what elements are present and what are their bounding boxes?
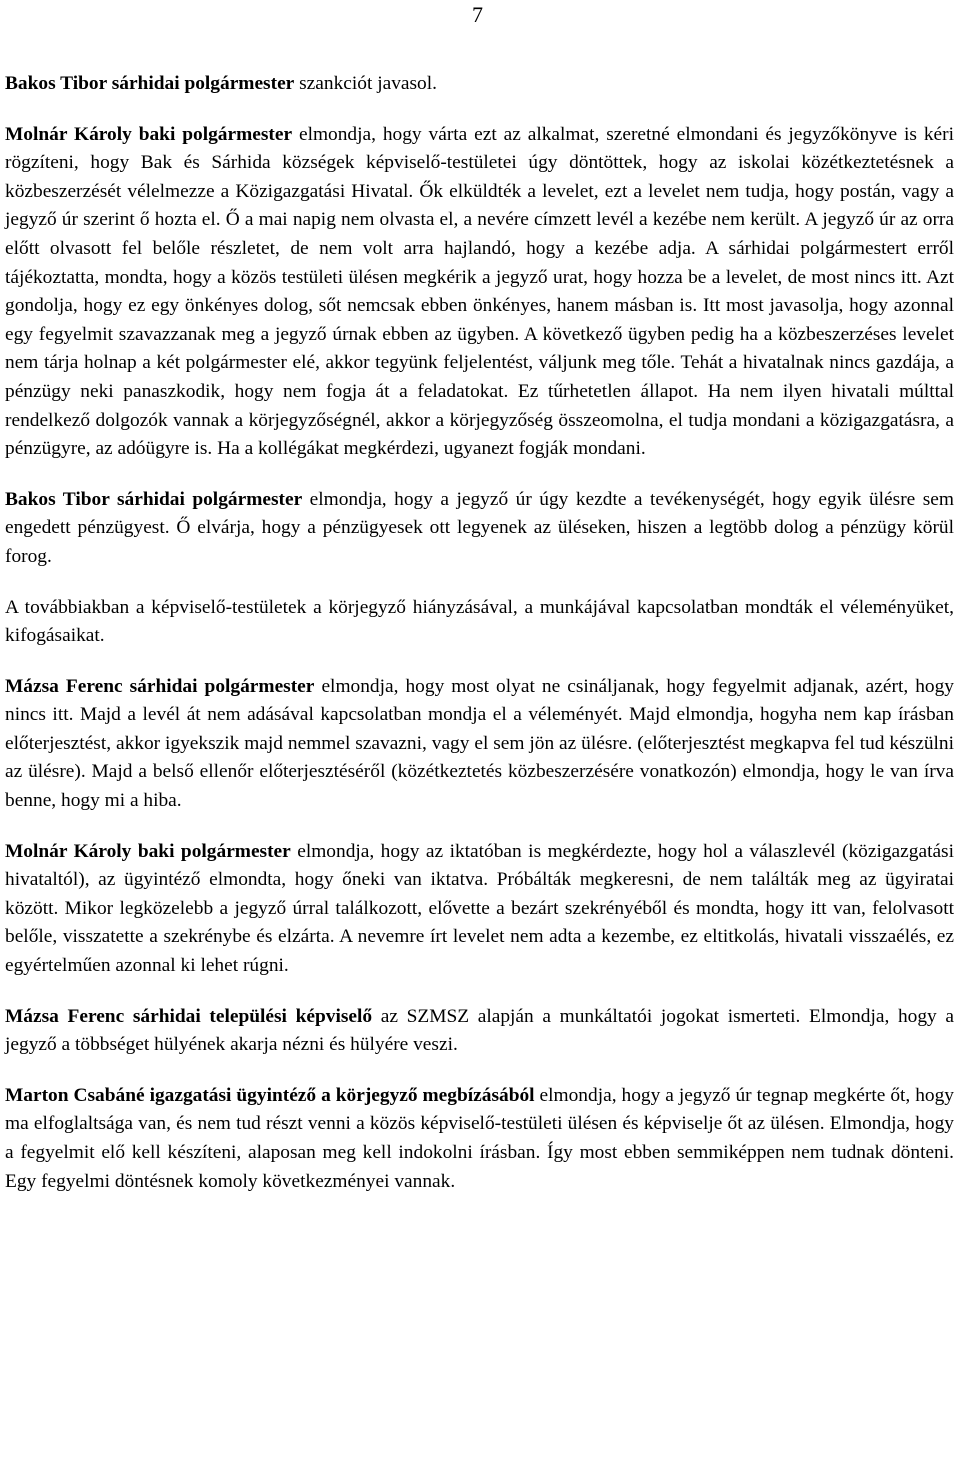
paragraph-text: A továbbiakban a képviselő-testületek a körjegyző hiányzásával, a munkájával kapcsolatban mondták el véleményüket, kifogásaikat. <box>5 596 954 647</box>
document-body <box>5 70 954 1218</box>
paragraph-text: elmondja, hogy a jegyző úr úgy kezdte a tevékenységét, hogy egyik ülésre sem engedett pénzügyest. Ő elvárja, hogy a pénzügyesek ott legyenek az üléseken, hiszen a legtöbb dolog a pénzügy körül forog. <box>5 488 954 567</box>
paragraph <box>5 673 954 816</box>
paragraph <box>5 121 954 464</box>
speaker-name: Mázsa Ferenc sárhidai polgármester <box>5 675 315 697</box>
speaker-name: Mázsa Ferenc sárhidai települési képviselő <box>5 1005 373 1027</box>
paragraph-text: elmondja, hogy az iktatóban is megkérdezte, hogy hol a válaszlevél (közigazgatási hivataltól), az ügyintéző elmondta, hogy őneki van iktatva. Próbálták megkeresni, de nem találták meg az ügyiratai között. Mikor legközelebb a jegyző úrral találkozott, elővette a bezárt szekrényéből és mondta, hogy itt van, felolvasott belőle, visszatette a szekrénybe és elzárta. A nevemre írt levelet nem adta a kezembe, ez eltitkolás, hivatali visszaélés, ez egyértelműen azonnal ki lehet rúgni. <box>5 840 954 977</box>
paragraph <box>5 838 954 981</box>
paragraph <box>5 486 954 572</box>
paragraph-text: elmondja, hogy a jegyző úr tegnap megkérte őt, hogy ma elfoglaltsága van, és nem tud részt venni a közös képviselő-testületi ülésen és képviselje őt az ülésen. Elmondja, hogy a fegyelmit elő kell készíteni, alaposan meg kell indokolni írásban. Így most ebben semmiképpen nem tudnak dönteni. Egy fegyelmi döntésnek komoly következményei vannak. <box>5 1084 954 1192</box>
paragraph-text: szankciót javasol. <box>294 73 437 94</box>
paragraph <box>5 594 954 651</box>
paragraph-text: elmondja, hogy most olyat ne csináljanak, hogy fegyelmit adjanak, azért, hogy nincs itt. Majd a levél át nem adásával kapcsolatban mondja el a véleményét. Majd elmondja, hogyha nem kap írásban előterjesztést, akkor igyekszik majd nemmel szavazni, vagy el sem jön az ülésre. (előterjesztést megkapva fel tud készülni az ülésre). Majd a belső ellenőr előterjesztéséről (közétkeztetés közbeszerzésére vonatkozón) elmondja, hogy le van írva benne, hogy mi a hiba. <box>5 675 955 812</box>
speaker-name: Bakos Tibor sárhidai polgármester <box>5 73 295 94</box>
paragraph <box>5 1003 954 1060</box>
paragraph <box>5 1082 954 1196</box>
speaker-name: Marton Csabáné igazgatási ügyintéző a körjegyző megbízásából <box>5 1084 535 1106</box>
speaker-name: Molnár Károly baki polgármester <box>5 840 291 862</box>
page-number: 7 <box>472 2 483 27</box>
paragraph-text: elmondja, hogy várta ezt az alkalmat, szeretné elmondani és jegyzőkönyve is kéri rögzíteni, hogy Bak és Sárhida községek képviselő-testületei úgy döntöttek, hogy az iskolai közétkeztetésnek a közbeszerzését vélelmezze a Közigazgatási Hivatal. Ők elküldték a levelet, ezt a levelet nem tudja, hogy postán, vagy a jegyző úr szerint ő hozta el. Ő a mai napig nem olvasta el, a nevére címzett levél a kezébe nem került. A jegyző úr az orra előtt olvasott fel belőle részletet, de nem volt arra hajlandó, hogy a kezébe adja. A sárhidai polgármestert erről tájékoztatta, mondta, hogy a közös testületi ülésen megkérik a jegyző urat, hogy hozza be a levelet, de most nincs itt. Azt gondolja, hogy ez egy önkényes dolog, sőt nemcsak ebben önkényes, hanem másban is. Itt most javasolja, hogy azonnal egy fegyelmit szavazzanak meg a jegyző úrnak ebben az ügyben. A következő ügyben pedig ha a közbeszerzéses levelet nem tárja holnap a két polgármester elé, akkor tegyünk feljelentést, váljunk meg tőle. Tehát a hivatalnak nincs gazdája, a pénzügy neki panaszkodik, hogy nem fogja át a feladatokat. Ez tűrhetetlen állapot. Ha nem ilyen hivatali múlttal rendelkező dolgozók vannak a körjegyzőségnél, akkor a körjegyzőség összeomolna, el tudja mondani a közigazgatásra, a pénzügyre, az adóügyre is. Ha a kollégákat megkérdezi, ugyanezt fogják mondani. <box>5 123 954 460</box>
paragraph-text: az SZMSZ alapján a munkáltatói jogokat ismerteti. Elmondja, hogy a jegyző a többséget hülyének akarja nézni és hülyére veszi. <box>5 1005 954 1056</box>
speaker-name: Molnár Károly baki polgármester <box>5 123 293 145</box>
paragraph <box>5 70 954 99</box>
speaker-name: Bakos Tibor sárhidai polgármester <box>5 488 303 510</box>
